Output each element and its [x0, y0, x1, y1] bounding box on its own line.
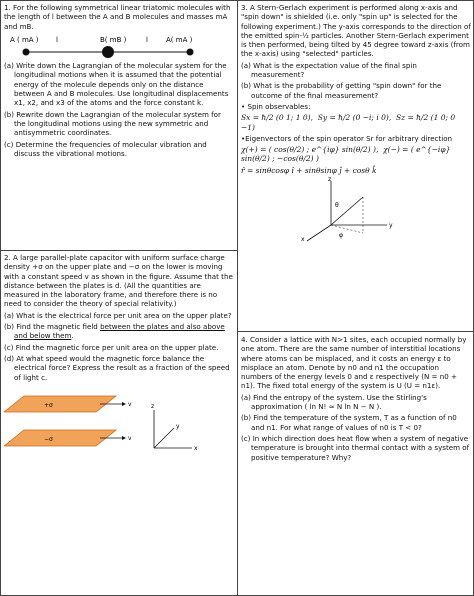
problem-separator — [1, 250, 237, 251]
problem-1c: (c) Determine the frequencies of molecular vibration and discuss the vibrational motions. — [4, 139, 207, 158]
right-column — [241, 3, 471, 245]
triatomic-molecule-figure — [4, 33, 232, 59]
sph-x-axis — [307, 225, 331, 241]
velocity-arrowhead-lower — [122, 436, 126, 440]
x-axis-label: x — [194, 444, 198, 452]
spin-sy: Sy = ħ/2 (0 −i; i 0) — [317, 113, 389, 123]
right-column-lower — [241, 335, 471, 464]
atom-b — [102, 46, 114, 58]
problem-2d: (d) At what speed would the magnetic force balance the electrical force? Express the result as a fraction of the speed of light c. — [4, 353, 230, 382]
velocity-label-upper: v — [128, 400, 132, 408]
phi-label: φ — [339, 232, 343, 240]
problem-3b: (b) What is the probability of getting "spin down" for the outcome of the final measurement? — [241, 81, 442, 100]
atom-a-right-label: A( mA ) — [166, 35, 193, 44]
problem-2b-post: . — [71, 331, 74, 341]
atom-a-left — [23, 48, 30, 55]
atom-a-right — [187, 48, 194, 55]
problem-2c: (c) Find the magnetic force per unit area on the upper plate. — [4, 342, 219, 352]
problem-2-intro: 2. A large parallel-plate capacitor with uniform surface charge density +σ on the upper plate and −σ on the lower is moving with a constant speed v as shown in the figure. Assume that the distance between the plates is d. (All the quantities are measured in the laboratory frame, and therefore there is no need to consider the theory of special relativity.) — [4, 253, 233, 309]
problem-3a: (a) What is the expectation value of the final spin measurement? — [241, 60, 417, 80]
problem-1b: (b) Rewrite down the Lagrangian of the molecular system for the longitudinal motions using the new symmetric and antisymmetric coordinates. — [4, 109, 221, 138]
problem-4b: (b) Find the temperature of the system, T as a function of n0 and n1. For what range of values of n0 is T < 0? — [241, 413, 457, 432]
velocity-label-lower: v — [128, 434, 132, 442]
problem-2b-underlined: between the plates and also above and below them — [14, 322, 225, 341]
sph-x-label: x — [301, 236, 305, 244]
problem-4a: (a) Find the entropy of the system. Use the Stirling's approximation ( ln N! ≈ N ln N − N ). — [241, 392, 427, 412]
capacitor-figure — [4, 384, 232, 468]
problem-2b — [4, 322, 234, 341]
problem-1a: (a) Write down the Lagrangian of the molecular system for the longitudinal motions when it is assumed that the potential energy of the molecule depends only on the distance between A and B molecules. Use longitudinal displacements x1, x2, and x3 of the atoms and the force constant k. — [4, 61, 229, 108]
projection-base — [331, 225, 363, 233]
sph-y-label: y — [389, 222, 393, 230]
atom-a-left-label: A ( mA ) — [10, 35, 39, 44]
upper-plate-label: +σ — [44, 401, 53, 409]
atom-b-label: B( mB ) — [100, 35, 127, 44]
theta-label: θ — [335, 202, 339, 210]
problem-3-intro: 3. A Stern-Gerlach experiment is performed along x-axis and "spin down" is shielded (i.e. only "spin up" is selected for the following experiment.) The y-axis corresponds to the direction of the emitted spin-½ particles. Another Stern-Gerlach experiment is then performed, being tilted by 45 degree toward z-axis (from the x-axis) using "selected" particles. — [241, 3, 471, 59]
problem-2a: (a) What is the electrical force per unit area on the upper plate? — [4, 310, 232, 320]
lower-plate — [4, 430, 116, 446]
spin-sx: Sx = ħ/2 (0 1; 1 0) — [241, 113, 311, 123]
problem-1-intro: 1. For the following symmetrical linear triatomic molecules with the length of l between the A and B molecules and masses mA and mB. — [4, 3, 231, 31]
y-axis — [154, 428, 174, 448]
spin-observables-title: • Spin observables: — [241, 101, 311, 111]
bond-length-right-label: l — [146, 35, 148, 44]
upper-plate — [4, 396, 116, 412]
z-axis-label: z — [151, 402, 155, 410]
column-divider — [237, 1, 238, 595]
problem-4-intro: 4. Consider a lattice with N>1 sites, each occupied normally by one atom. There are the same number of interstitial locations where atoms can be misplaced, and it costs an energy ε to misplace an atom. Denote by n0 and n1 the occupation numbers of the energy levels 0 and ε respectively (N = n0 + n1). The fixed total energy of the system is U (U = n1ε). — [241, 335, 467, 391]
problem-separator-right — [237, 331, 473, 332]
velocity-arrowhead-upper — [122, 402, 126, 406]
left-column-lower — [4, 253, 234, 470]
lower-plate-label: −σ — [44, 435, 53, 443]
bond-length-left-label: l — [56, 35, 58, 44]
sph-z-label: z — [328, 177, 332, 184]
r-hat-definition: r̂ = sinθcosφ î + sinθsinφ ĵ + cosθ k̂ — [241, 165, 377, 175]
chi-minus: χ(−) = ( e^{−iφ} sin(θ/2) ; −cos(θ/2) ) — [241, 145, 451, 164]
problem-4c: (c) In which direction does heat flow when a system of negative temperature is brought into thermal contact with a system of positive temperature? Why? — [241, 433, 470, 462]
chi-plus: χ(+) = ( cos(θ/2) ; e^{iφ} sin(θ/2) ) — [241, 145, 376, 155]
spherical-coordinates-figure — [241, 177, 469, 243]
eigenvectors: χ(+) = ( cos(θ/2) ; e^{iφ} sin(θ/2) ), χ(−) = ( e^{−iφ} sin(θ/2) ; −cos(θ/2) ) — [241, 145, 451, 164]
problem-2b-pre: (b) Find the magnetic field — [4, 322, 101, 332]
left-column — [4, 3, 234, 160]
y-axis-label: y — [176, 422, 180, 430]
spin-matrices: Sx = ħ/2 (0 1; 1 0), Sy = ħ/2 (0 −i; i 0), Sz = ħ/2 (1 0; 0 −1) — [241, 113, 456, 132]
spin-sz: Sz = ħ/2 (1 0; 0 −1) — [241, 113, 456, 132]
eigenvector-title: •Eigenvectors of the spin operator Sr for arbitrary direction — [241, 133, 453, 143]
